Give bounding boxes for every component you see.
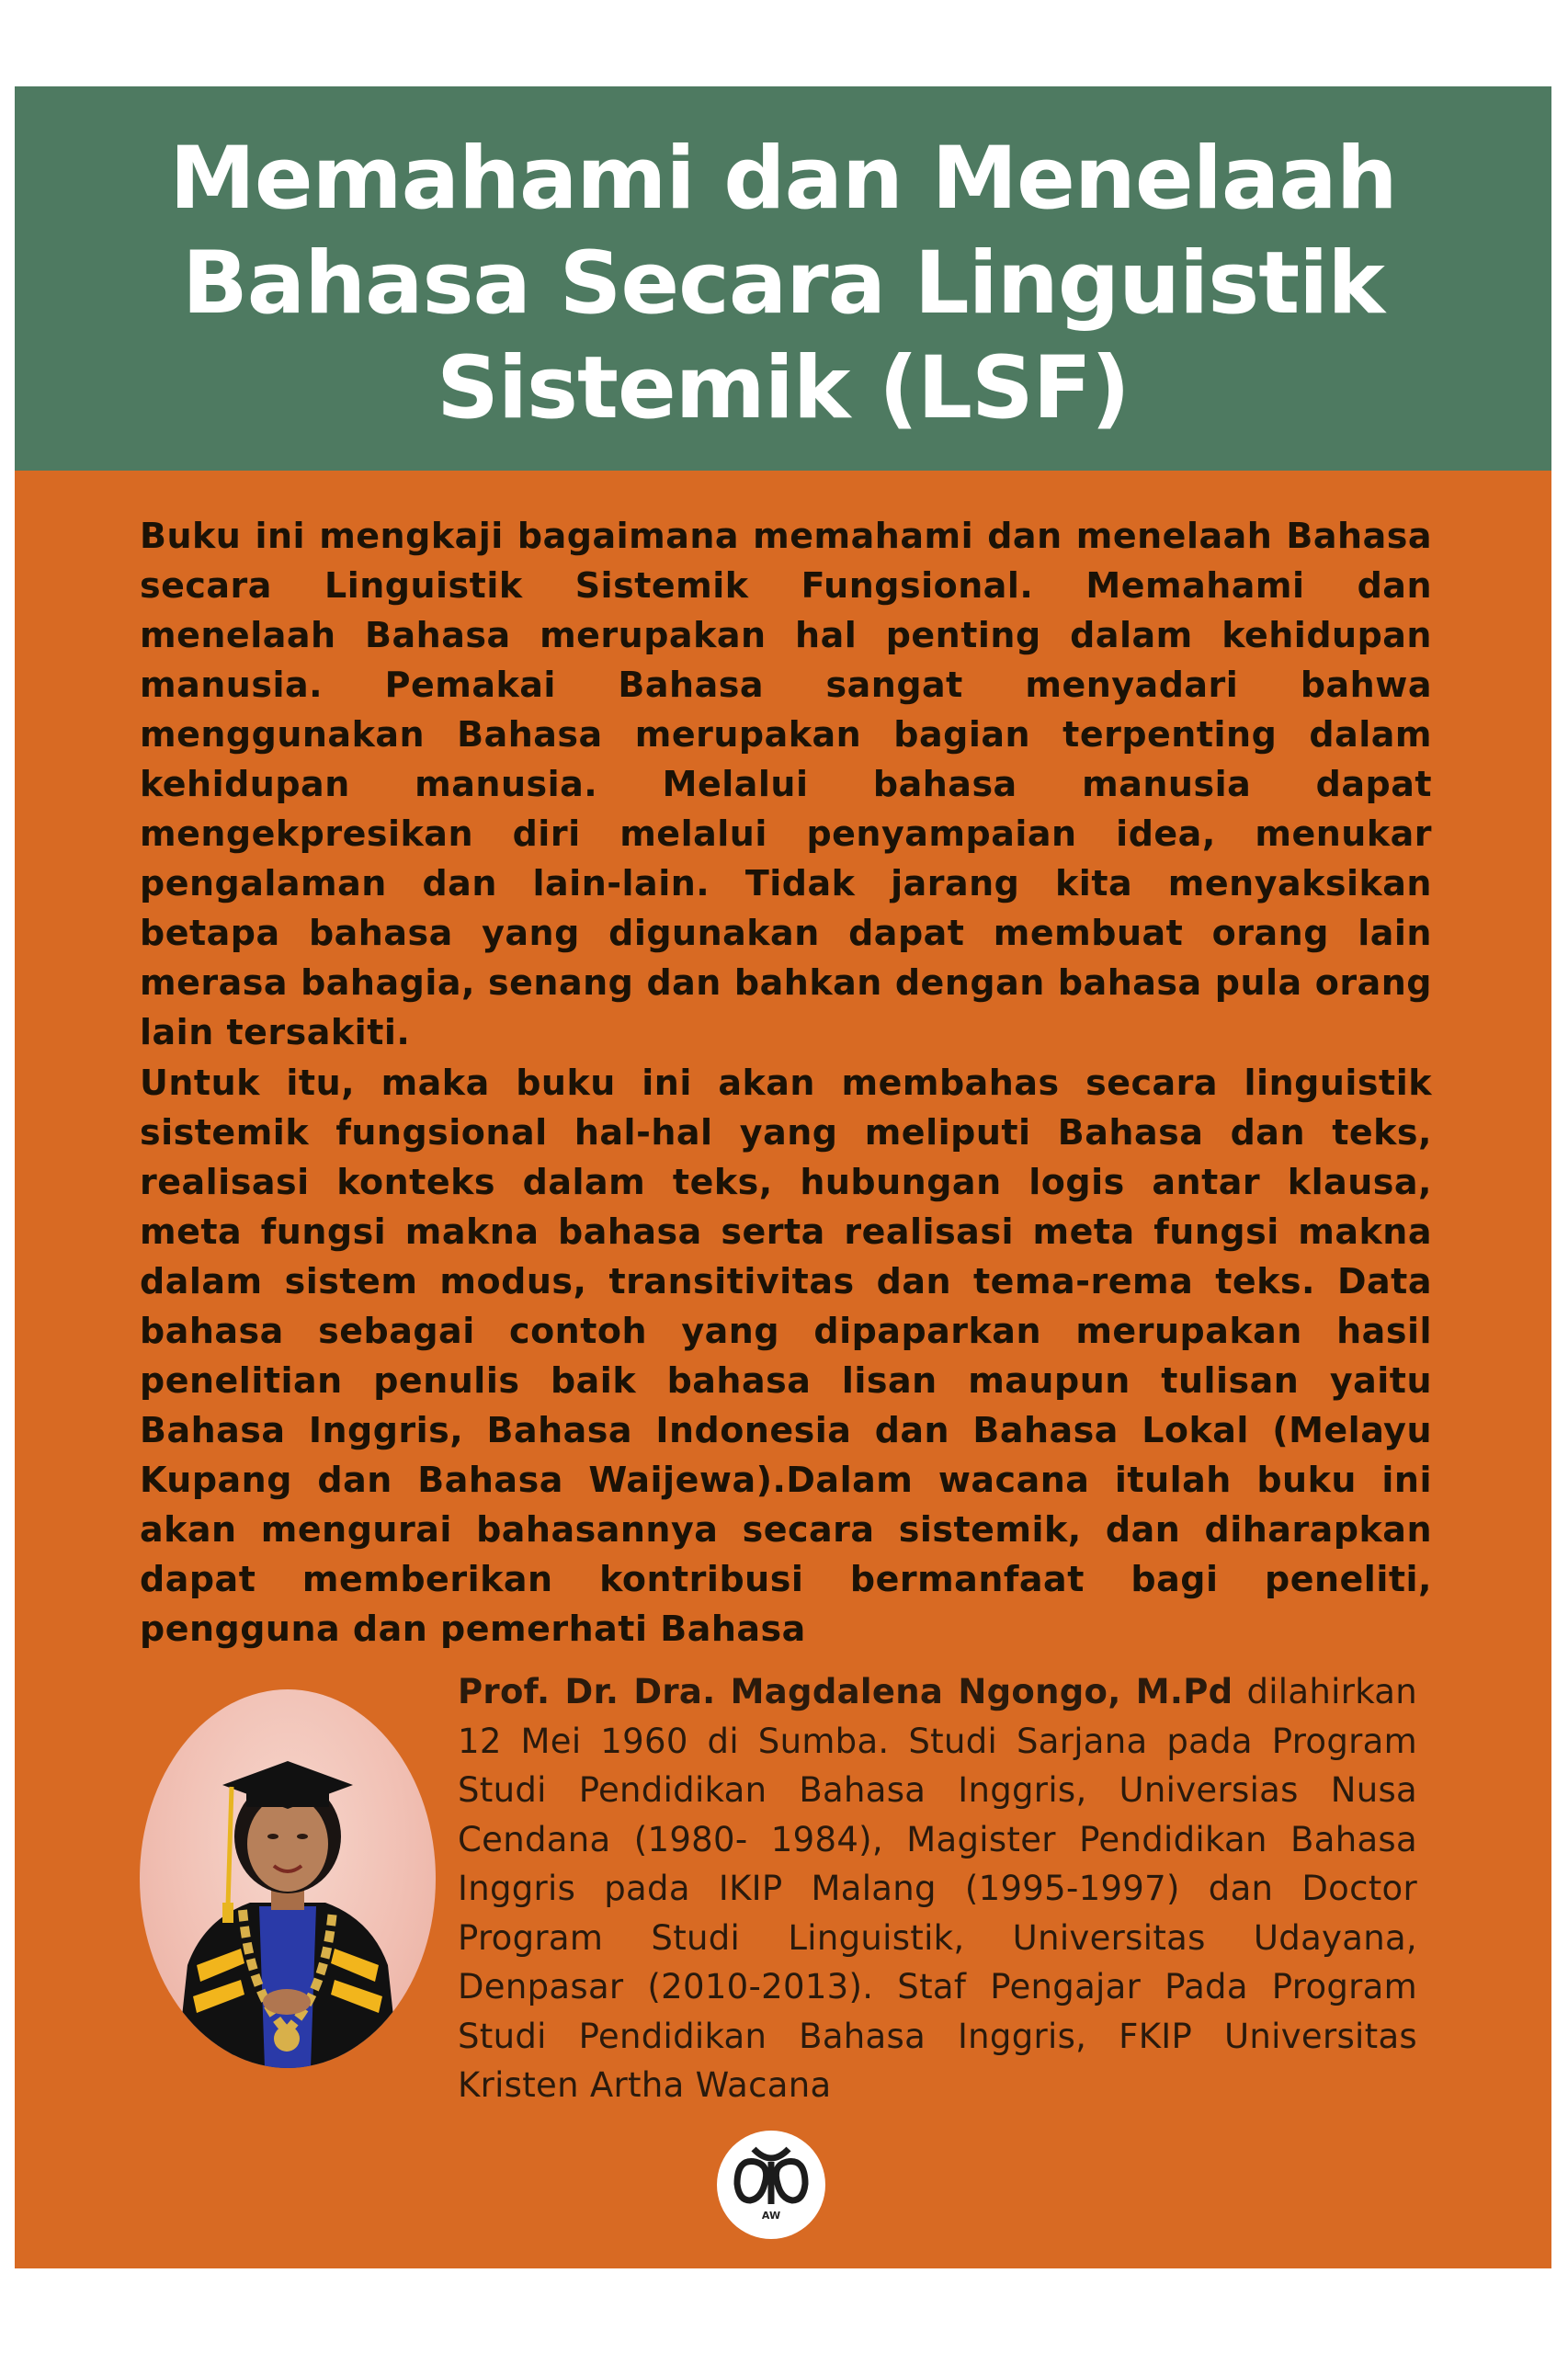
blurb-paragraph-2: Untuk itu, maka buku ini akan membahas secara linguistik sistemik fungsional hal-hal yang meliputi Bahasa dan teks, realisasi konteks dalam teks, hubungan logis antar klausa, meta fungsi makna bahasa serta realisasi meta fungsi makna dalam sistem modus, transitivitas dan tema-rema teks. Data bahasa sebagai contoh yang dipaparkan merupakan hasil penelitian penulis baik bahasa lisan maupun tulisan yaitu Bahasa Inggris, Bahasa Indonesia dan Bahasa Lokal (Melayu Kupang dan Bahasa Waijewa).Dalam wacana itulah buku ini akan mengurai bahasannya secara sistemik, dan diharapkan dapat memberikan kontribusi bermanfaat bagi peneliti, pengguna dan pemerhati Bahasa [140,1063,1432,1649]
author-bio [458,1667,1417,2110]
book-title [15,127,1551,441]
blurb-paragraph-1: Buku ini mengkaji bagaimana memahami dan menelaah Bahasa secara Linguistik Sistemik Fungsional. Memahami dan menelaah Bahasa merupakan hal penting dalam kehidupan manusia. Pemakai Bahasa sangat menyadari bahwa menggunakan Bahasa merupakan bagian terpenting dalam kehidupan manusia. Melalui bahasa manusia dapat mengekpresikan diri melalui penyampaian idea, menukar pengalaman dan lain-lain. Tidak jarang kita menyaksikan betapa bahasa yang digunakan dapat membuat orang lain merasa bahagia, senang dan bahkan dengan bahasa pula orang lain tersakiti. [140,516,1432,1052]
author-bio-text: dilahirkan 12 Mei 1960 di Sumba. Studi Sarjana pada Program Studi Pendidikan Bahasa Inggris, Universias Nusa Cendana (1980- 1984), Magister Pendidikan Bahasa Inggris pada IKIP Malang (1995-1997) dan Doctor Program Studi Linguistik, Universitas Udayana, Denpasar (2010-2013). Staf Pengajar Pada Program Studi Pendidikan Bahasa Inggris, FKIP Universitas Kristen Artha Wacana [458,1672,1418,2105]
publisher-logo-caption: AW [761,2210,781,2222]
publisher-logo [717,2131,825,2239]
author-name: Prof. Dr. Dra. Magdalena Ngongo, M.Pd [458,1672,1233,1711]
title-line-1: Memahami dan Menelaah [169,129,1397,229]
title-line-2: Bahasa Secara Linguistik [182,233,1384,334]
book-back-cover [15,86,1551,2268]
author-portrait-illustration [140,1689,436,2068]
title-band [15,86,1551,471]
aw-publisher-logo-icon [717,2131,825,2239]
title-line-3: Sistemik (LSF) [437,338,1130,438]
author-portrait [140,1689,436,2068]
